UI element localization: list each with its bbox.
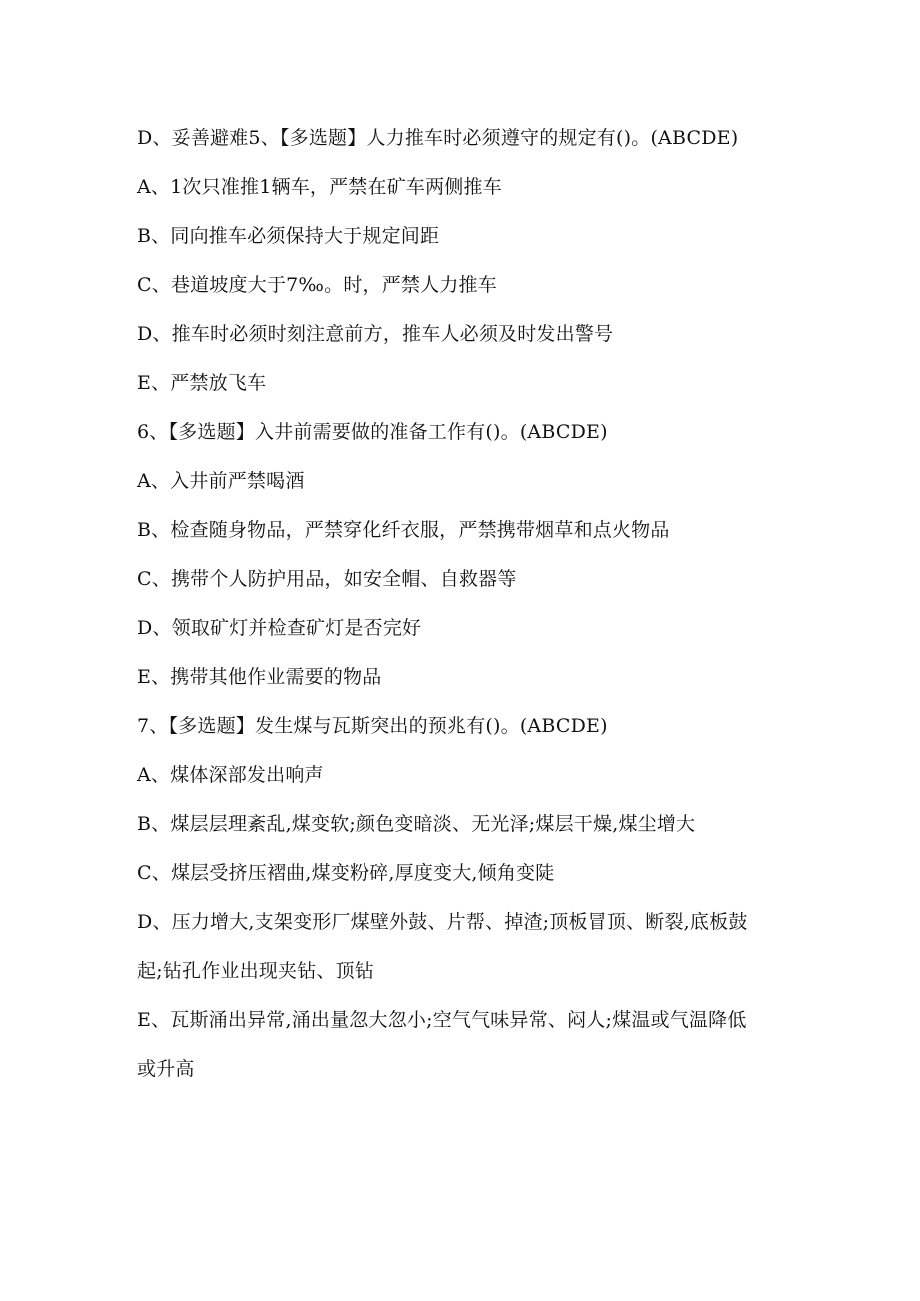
question-5-option-a: A、1次只准推1辆车，严禁在矿车两侧推车: [137, 176, 502, 198]
question-6-option-d: D、领取矿灯并检查矿灯是否完好: [137, 617, 422, 639]
question-7-option-d-line-2: 起;钻孔作业出现夹钻、顶钻: [137, 960, 375, 982]
question-5-option-d-and-question-5-title: D、妥善避难5、【多选题】人力推车时必须遵守的规定有()。(ABCDE): [137, 127, 739, 149]
question-5-option-e: E、严禁放飞车: [137, 372, 267, 394]
question-6-title: 6、【多选题】入井前需要做的准备工作有()。(ABCDE): [137, 421, 608, 443]
question-5-option-c: C、巷道坡度大于7‰。时，严禁人力推车: [137, 274, 497, 296]
question-7-option-d-line-1: D、压力增大,支架变形厂煤壁外鼓、片帮、掉渣;顶板冒顶、断裂,底板鼓: [137, 911, 748, 933]
question-5-option-d: D、推车时必须时刻注意前方，推车人必须及时发出警号: [137, 323, 614, 345]
question-6-option-c: C、携带个人防护用品，如安全帽、自救器等: [137, 568, 517, 590]
question-5-option-b: B、同向推车必须保持大于规定间距: [137, 225, 440, 247]
question-7-option-c: C、煤层受挤压褶曲,煤变粉碎,厚度变大,倾角变陡: [137, 862, 555, 884]
question-7-option-b: B、煤层层理紊乱,煤变软;颜色变暗淡、无光泽;煤层干燥,煤尘增大: [137, 813, 696, 835]
question-7-option-e-line-2: 或升高: [137, 1058, 195, 1080]
question-7-option-e-line-1: E、瓦斯涌出异常,涌出量忽大忽小;空气气味异常、闷人;煤温或气温降低: [137, 1009, 747, 1031]
question-6-option-b: B、检查随身物品，严禁穿化纤衣服，严禁携带烟草和点火物品: [137, 519, 670, 541]
question-7-title: 7、【多选题】发生煤与瓦斯突出的预兆有()。(ABCDE): [137, 715, 608, 737]
question-6-option-a: A、入井前严禁喝酒: [137, 470, 305, 492]
question-7-option-a: A、煤体深部发出响声: [137, 764, 324, 786]
document-body: [137, 121, 797, 1101]
question-6-option-e: E、携带其他作业需要的物品: [137, 666, 382, 688]
